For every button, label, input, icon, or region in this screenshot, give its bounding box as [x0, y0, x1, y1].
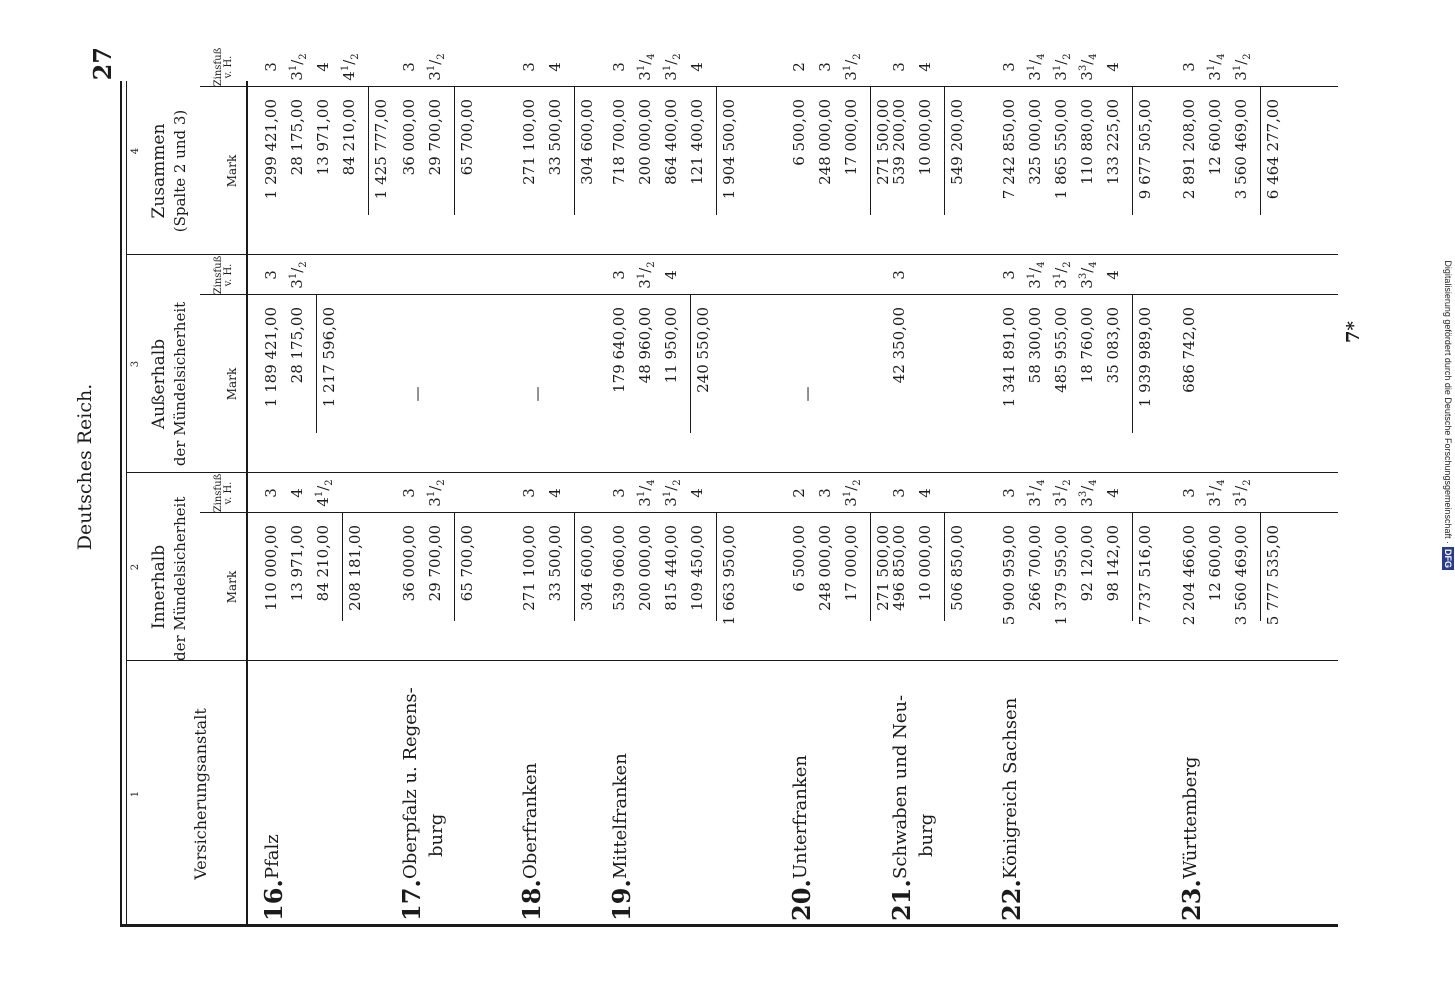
amount: 271 100,00	[520, 525, 538, 611]
subtotal-rule	[574, 87, 575, 215]
stamp-text: Digitalisierung gefördert durch die Deutsche Forschungsgemeinschaft ·	[1443, 260, 1453, 544]
subtotal-rule	[574, 513, 575, 621]
dfg-logo: DFG	[1443, 549, 1453, 568]
rate: $3^3/_4$	[1078, 261, 1099, 289]
amount: 718 700,00	[610, 99, 628, 185]
rate: $3^1/_4$	[1206, 53, 1227, 81]
rate: 4	[916, 62, 934, 72]
entry-name: Oberpfalz u. Regens-	[400, 687, 421, 879]
column-title: Außerhalb	[149, 338, 169, 430]
subtotal-rule	[716, 513, 717, 621]
subtotal: 7 737 516,00	[1136, 525, 1154, 626]
rate: $3^1/_2$	[426, 479, 447, 507]
col-sep-1	[120, 924, 1338, 927]
rate-col-rule	[200, 294, 1338, 295]
rate: 4	[916, 488, 934, 498]
amount: 121 400,00	[688, 99, 706, 185]
rate: $3^1/_4$	[1026, 261, 1047, 289]
amount: 7 242 850,00	[1000, 99, 1018, 200]
amount: 36 000,00	[400, 525, 418, 602]
amount: 1 299 421,00	[262, 99, 280, 200]
subtotal: 5 777 535,00	[1264, 525, 1282, 626]
amount: 266 700,00	[1026, 525, 1044, 611]
amount: 2 891 208,00	[1180, 99, 1198, 200]
amount: 3 560 469,00	[1232, 99, 1250, 200]
amount: 84 210,00	[314, 525, 332, 602]
entry-number: 18.	[517, 879, 546, 921]
subtotal-rule	[1132, 513, 1133, 621]
entry-name: Mittelfranken	[610, 753, 631, 879]
amount: 496 850,00	[890, 525, 908, 611]
subtotal: 506 850,00	[948, 525, 966, 611]
subtotal: 271 500,00	[874, 99, 892, 185]
subtotal: 65 700,00	[458, 99, 476, 176]
mark-header: Mark	[225, 154, 239, 188]
amount: 110 000,00	[262, 525, 280, 611]
amount: 815 440,00	[662, 525, 680, 611]
rate: 3	[610, 488, 628, 498]
rate: 4	[688, 62, 706, 72]
rate: $3^1/_2$	[426, 53, 447, 81]
rate: 3	[816, 488, 834, 498]
amount: 864 400,00	[662, 99, 680, 185]
amount: 2 204 466,00	[1180, 525, 1198, 626]
entry-name: Unterfranken	[790, 755, 811, 879]
amount: 179 640,00	[610, 307, 628, 393]
amount: 1 189 421,00	[262, 307, 280, 408]
rate: $3^1/_2$	[636, 261, 657, 289]
entry-name: Oberfranken	[520, 762, 541, 879]
rate: 4	[1104, 488, 1122, 498]
rate: 3	[890, 270, 908, 280]
column-subtitle: der Mündelsicherheit	[171, 496, 189, 661]
subtotal: 1 939 989,00	[1136, 307, 1154, 408]
column-number: 2	[130, 563, 141, 571]
entry-name-cont: burg	[916, 813, 937, 857]
table-top-rule	[120, 81, 122, 927]
rate: 4	[288, 488, 306, 498]
amount: 92 120,00	[1078, 525, 1096, 602]
amount: 5 900 959,00	[1000, 525, 1018, 626]
subtotal: 6 464 277,00	[1264, 99, 1282, 200]
amount: 6 500,00	[790, 525, 808, 592]
rate-col-rule	[200, 86, 1338, 87]
entry-number: 23.	[1177, 879, 1206, 921]
subtotal: 208 181,00	[346, 525, 364, 611]
entry-number: 19.	[607, 879, 636, 921]
subtotal-rule	[454, 87, 455, 215]
rate: 2	[790, 488, 808, 498]
amount: 58 300,00	[1026, 307, 1044, 384]
rate: $3^3/_4$	[1078, 479, 1099, 507]
rate: 3	[1000, 62, 1018, 72]
subtotal: 1 217 596,00	[320, 307, 338, 408]
column-title: Zusammen	[149, 123, 169, 219]
column-subtitle: der Mündelsicherheit	[171, 301, 189, 467]
rate: 3	[1180, 62, 1198, 72]
subtotal-rule	[342, 513, 343, 621]
rate: $3^1/_2$	[1052, 479, 1073, 507]
dash: —	[798, 386, 816, 402]
amount: 13 971,00	[288, 525, 306, 602]
rate: $4^1/_2$	[314, 479, 335, 507]
subtotal-rule	[368, 87, 369, 215]
amount: 686 742,00	[1180, 307, 1198, 393]
mark-header: Mark	[225, 570, 239, 604]
subtotal: 1 663 950,00	[720, 525, 738, 626]
amount: 248 000,00	[816, 525, 834, 611]
rate: 4	[662, 270, 680, 280]
dash: —	[408, 386, 426, 402]
subtotal: 549 200,00	[948, 99, 966, 185]
rate: 3	[400, 488, 418, 498]
column-number: 4	[130, 147, 141, 155]
amount: 10 000,00	[916, 99, 934, 176]
amount: 18 760,00	[1078, 307, 1096, 384]
rate: 4	[546, 62, 564, 72]
rate: $3^1/_2$	[842, 53, 863, 81]
amount: 485 955,00	[1052, 307, 1070, 393]
subtotal: 304 600,00	[578, 525, 596, 611]
rate: 3	[890, 488, 908, 498]
rate: $3^3/_4$	[1078, 53, 1099, 81]
subtotal-rule	[1132, 87, 1133, 215]
rate: 3	[1000, 270, 1018, 280]
running-header: Deutsches Reich.	[74, 383, 96, 551]
rate: $3^1/_2$	[288, 53, 309, 81]
rate: $3^1/_4$	[1206, 479, 1227, 507]
amount: 12 600,00	[1206, 525, 1224, 602]
rate: $3^1/_2$	[1232, 479, 1253, 507]
rate: $3^1/_2$	[842, 479, 863, 507]
rate: 3	[520, 488, 538, 498]
rate: $3^1/_2$	[662, 53, 683, 81]
entry-name: Pfalz	[262, 834, 283, 879]
table-top-rule-2	[126, 81, 127, 927]
subtotal-rule	[690, 295, 691, 433]
subtotal-rule	[1260, 87, 1261, 215]
footnote-mark: 7*	[1343, 321, 1364, 343]
subtotal: 240 550,00	[694, 307, 712, 393]
subtotal-rule	[316, 295, 317, 433]
rate: 3	[610, 270, 628, 280]
amount: 10 000,00	[916, 525, 934, 602]
amount: 33 500,00	[546, 99, 564, 176]
rate: 3	[610, 62, 628, 72]
amount: 248 000,00	[816, 99, 834, 185]
rate: 4	[1104, 270, 1122, 280]
mark-header: Mark	[225, 367, 239, 401]
rate: $3^1/_4$	[636, 53, 657, 81]
rate: $3^1/_2$	[1232, 53, 1253, 81]
subtotal: 9 677 505,00	[1136, 99, 1154, 200]
amount: 11 950,00	[662, 307, 680, 384]
amount: 12 600,00	[1206, 99, 1224, 176]
subtotal-rule	[870, 87, 871, 215]
amount: 48 960,00	[636, 307, 654, 384]
rate: 4	[1104, 62, 1122, 72]
amount: 33 500,00	[546, 525, 564, 602]
entry-number: 16.	[259, 879, 288, 921]
amount: 28 175,00	[288, 99, 306, 176]
entry-number: 22.	[997, 879, 1026, 921]
rate: 3	[1000, 488, 1018, 498]
rate-col-rule	[200, 512, 1338, 513]
amount: 1 379 595,00	[1052, 525, 1070, 626]
entry-name: Schwaben und Neu-	[890, 694, 911, 879]
subtotal-rule	[944, 87, 945, 215]
rate: $3^1/_2$	[1052, 261, 1073, 289]
entry-number: 21.	[887, 879, 916, 921]
column-title: Versicherungsanstalt	[191, 708, 210, 880]
rate: $3^1/_2$	[1052, 53, 1073, 81]
rate: 4	[314, 62, 332, 72]
subtotal: 304 600,00	[578, 99, 596, 185]
amount: 28 175,00	[288, 307, 306, 384]
subtotal-rule	[870, 513, 871, 621]
subtotal: 1 425 777,00	[372, 99, 390, 200]
rate: 3	[262, 270, 280, 280]
rate: 4	[688, 488, 706, 498]
amount: 13 971,00	[314, 99, 332, 176]
rate: 2	[790, 62, 808, 72]
rotated-table-frame	[0, 47, 1364, 947]
amount: 133 225,00	[1104, 99, 1122, 185]
amount: 6 500,00	[790, 99, 808, 166]
rate-header: Zinsfuß v. H.	[213, 255, 234, 295]
rate: 3	[262, 488, 280, 498]
column-number: 3	[130, 360, 141, 368]
amount: 110 880,00	[1078, 99, 1096, 185]
rate: 3	[520, 62, 538, 72]
rate: 3	[262, 62, 280, 72]
rate: 3	[400, 62, 418, 72]
amount: 98 142,00	[1104, 525, 1122, 602]
subtotal-rule	[716, 87, 717, 215]
page-number: 27	[88, 47, 117, 81]
amount: 1 341 891,00	[1000, 307, 1018, 408]
rate: $3^1/_2$	[288, 261, 309, 289]
entry-name: Württemberg	[1180, 756, 1201, 879]
amount: 36 000,00	[400, 99, 418, 176]
column-number: 1	[130, 790, 141, 798]
rate: $3^1/_4$	[1026, 53, 1047, 81]
amount: 29 700,00	[426, 99, 444, 176]
subtotal-rule	[1132, 295, 1133, 433]
rate: $3^1/_4$	[1026, 479, 1047, 507]
entry-name: Königreich Sachsen	[1000, 697, 1021, 879]
amount: 17 000,00	[842, 99, 860, 176]
rate-header: Zinsfuß v. H.	[213, 47, 234, 87]
amount: 84 210,00	[340, 99, 358, 176]
col-sep-3	[126, 472, 1338, 473]
digitization-stamp	[1442, 10, 1454, 570]
subtotal: 65 700,00	[458, 525, 476, 602]
amount: 200 000,00	[636, 99, 654, 185]
subtotal-rule	[1260, 513, 1261, 621]
rate: $3^1/_2$	[662, 479, 683, 507]
column-title: Innerhalb	[149, 544, 169, 630]
entry-name-cont: burg	[426, 813, 447, 857]
subtotal-rule	[944, 513, 945, 621]
amount: 42 350,00	[890, 307, 908, 384]
column-subtitle: (Spalte 2 und 3)	[171, 109, 189, 233]
subtotal: 271 500,00	[874, 525, 892, 611]
table-header-bottom-rule	[246, 81, 248, 927]
rate: 3	[1180, 488, 1198, 498]
entry-number: 20.	[787, 879, 816, 921]
rate-header: Zinsfuß v. H.	[213, 473, 234, 513]
rate: 3	[816, 62, 834, 72]
amount: 325 000,00	[1026, 99, 1044, 185]
amount: 29 700,00	[426, 525, 444, 602]
amount: 3 560 469,00	[1232, 525, 1250, 626]
amount: 539 060,00	[610, 525, 628, 611]
amount: 1 865 550,00	[1052, 99, 1070, 200]
dash: —	[528, 386, 546, 402]
rate: 4	[546, 488, 564, 498]
amount: 35 083,00	[1104, 307, 1122, 384]
amount: 109 450,00	[688, 525, 706, 611]
amount: 271 100,00	[520, 99, 538, 185]
amount: 539 200,00	[890, 99, 908, 185]
entry-number: 17.	[397, 879, 426, 921]
rate: 3	[890, 62, 908, 72]
subtotal: 1 904 500,00	[720, 99, 738, 200]
rate: $4^1/_2$	[340, 53, 361, 81]
subtotal-rule	[454, 513, 455, 621]
rate: $3^1/_4$	[636, 479, 657, 507]
amount: 17 000,00	[842, 525, 860, 602]
amount: 200 000,00	[636, 525, 654, 611]
